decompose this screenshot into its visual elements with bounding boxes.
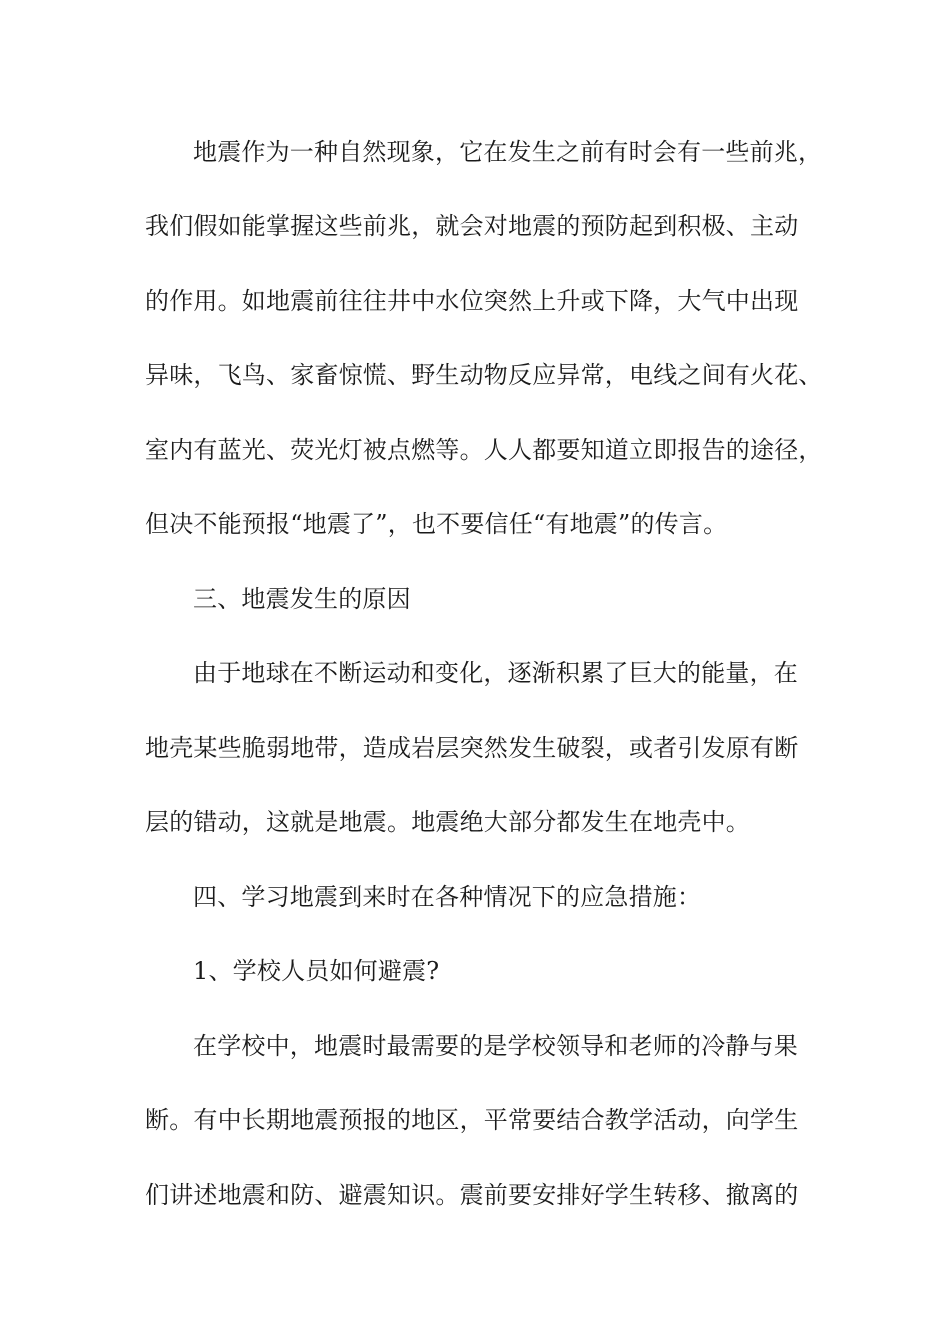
paragraph-line: 地壳某些脆弱地带，造成岩层突然发生破裂，或者引发原有断: [145, 734, 799, 762]
paragraph-line: 异味，飞鸟、家畜惊慌、野生动物反应异常，电线之间有火花、: [145, 361, 823, 389]
paragraph-line: 的作用。如地震前往往井中水位突然上升或下降，大气中出现: [145, 287, 799, 315]
paragraph-line: 但决不能预报“地震了”，也不要信任“有地震”的传言。: [145, 510, 728, 538]
paragraph-line: 室内有蓝光、荧光灯被点燃等。人人都要知道立即报告的途径，: [145, 436, 823, 464]
paragraph-line: 由于地球在不断运动和变化，逐渐积累了巨大的能量，在: [193, 659, 798, 687]
paragraph-line: 们讲述地震和防、避震知识。震前要安排好学生转移、撤离的: [145, 1181, 799, 1209]
paragraph-line: 断。有中长期地震预报的地区，平常要结合教学活动，向学生: [145, 1106, 799, 1134]
section-heading: 四、学习地震到来时在各种情况下的应急措施：: [193, 883, 702, 911]
paragraph-line: 在学校中，地震时最需要的是学校领导和老师的冷静与果: [193, 1032, 798, 1060]
section-heading: 三、地震发生的原因: [193, 585, 411, 613]
subsection-heading: 1、学校人员如何避震?: [193, 957, 440, 985]
paragraph-line: 地震作为一种自然现象，它在发生之前有时会有一些前兆，: [193, 138, 823, 166]
paragraph-line: 我们假如能掌握这些前兆，就会对地震的预防起到积极、主动: [145, 212, 799, 240]
paragraph-line: 层的错动，这就是地震。地震绝大部分都发生在地壳中。: [145, 808, 750, 836]
